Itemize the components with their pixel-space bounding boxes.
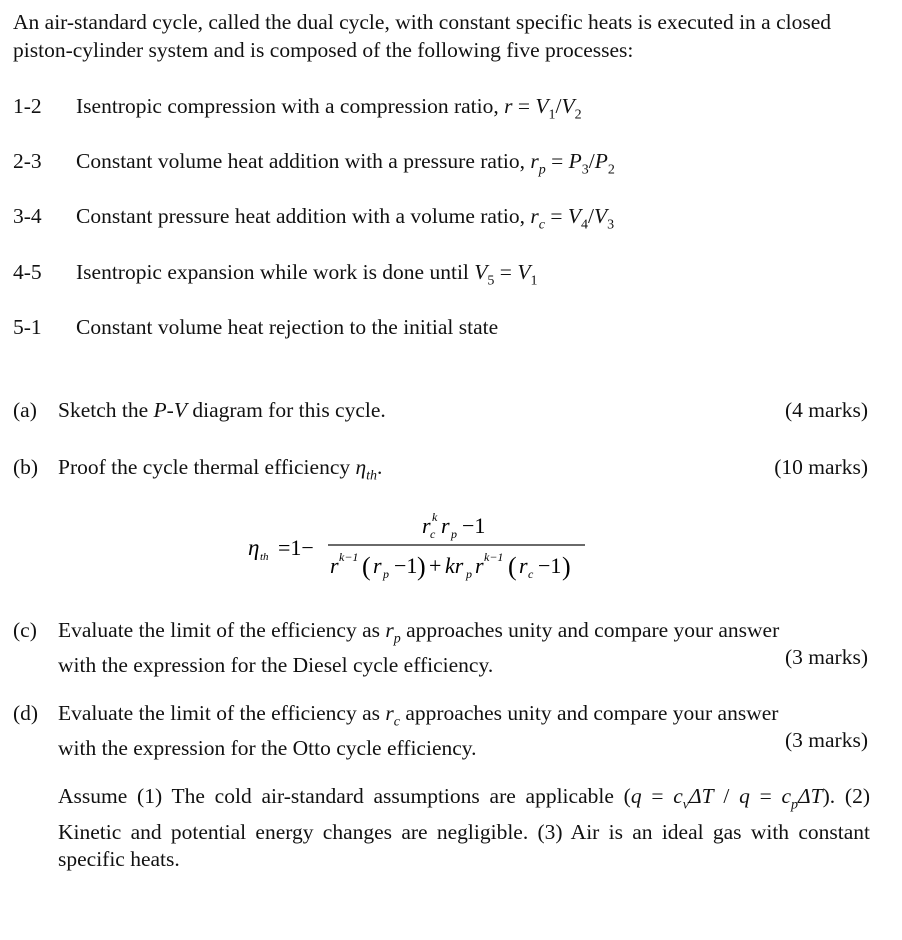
question-text: Evaluate the limit of the efficiency as $r_c$ approaches unity and compare your answer with the expression for the Otto cycle efficiency. (58, 701, 779, 761)
svg-text:r: r (441, 513, 450, 538)
question-label: (c) (13, 618, 37, 642)
svg-text:−1: −1 (394, 553, 418, 578)
svg-text:r: r (475, 553, 484, 578)
svg-text:(: ( (362, 552, 371, 581)
svg-text:r: r (422, 513, 431, 538)
svg-text:r: r (330, 553, 339, 578)
process-description: Constant volume heat addition with a pressure ratio, $r_p = P_3/P_2$ (76, 149, 615, 178)
svg-text:k−1: k−1 (339, 550, 359, 564)
svg-text:th: th (260, 551, 269, 563)
question-label: (d) (13, 701, 39, 725)
svg-text:k: k (432, 510, 438, 524)
svg-text:kr: kr (445, 553, 464, 578)
question-label: (b) (13, 455, 39, 479)
svg-text:): ) (417, 552, 426, 581)
marks: (4 marks) (785, 398, 868, 422)
svg-text:p: p (383, 567, 389, 581)
question-text: Evaluate the limit of the efficiency as $r_p$ approaches unity and compare your answer with the expression for the Diesel cycle efficiency. (58, 618, 780, 678)
svg-text:+: + (429, 553, 442, 578)
process-description: Constant pressure heat addition with a volume ratio, $r_c = V_4/V_3$ (76, 204, 615, 233)
svg-text:−1: −1 (538, 553, 562, 578)
process-number: 4-5 (13, 260, 42, 284)
svg-text:(: ( (508, 552, 517, 581)
process-number: 1-2 (13, 94, 42, 118)
question-text: Sketch the P-V diagram for this cycle. (58, 398, 386, 422)
question-b (13, 454, 868, 484)
question-label: (a) (13, 398, 37, 422)
process-description: Isentropic expansion while work is done until $V_5 = V_1$ (76, 260, 538, 289)
efficiency-formula (240, 505, 600, 585)
process-description: Constant volume heat rejection to the initial state (76, 315, 499, 339)
process-description: Isentropic compression with a compression ratio, $r = V_1/V_2$ (76, 94, 582, 123)
svg-text:p: p (466, 567, 472, 581)
question-text: Proof the cycle thermal efficiency $\eta_{th}$. (58, 455, 383, 484)
assumptions-paragraph: Assume (1) The cold air-standard assumptions are applicable $(q = c_v\Delta T / q = c_p\Delta T)$. (2) Kinetic and potential energy changes are negligible. (3) Air is an ideal gas with constant specific heats. (58, 784, 870, 872)
svg-text:p: p (451, 527, 457, 541)
svg-text:η: η (248, 535, 260, 560)
question-a (13, 397, 868, 424)
marks: (3 marks) (785, 645, 868, 669)
svg-text:=1−: =1− (278, 535, 314, 560)
svg-text:r: r (373, 553, 382, 578)
question-c (13, 617, 868, 678)
svg-text:c: c (430, 527, 436, 541)
svg-text:c: c (528, 567, 534, 581)
marks: (3 marks) (785, 728, 868, 752)
svg-text:): ) (562, 552, 571, 581)
question-d (13, 700, 868, 761)
svg-text:r: r (519, 553, 528, 578)
marks: (10 marks) (774, 455, 868, 479)
svg-text:−1: −1 (462, 513, 486, 538)
problem-intro: An air-standard cycle, called the dual cycle, with constant specific heats is executed in a closed piston-cylinder system and is composed of the following five processes: (13, 10, 832, 62)
process-number: 2-3 (13, 149, 42, 173)
process-number: 5-1 (13, 315, 42, 339)
process-number: 3-4 (13, 204, 42, 228)
svg-text:k−1: k−1 (484, 550, 504, 564)
